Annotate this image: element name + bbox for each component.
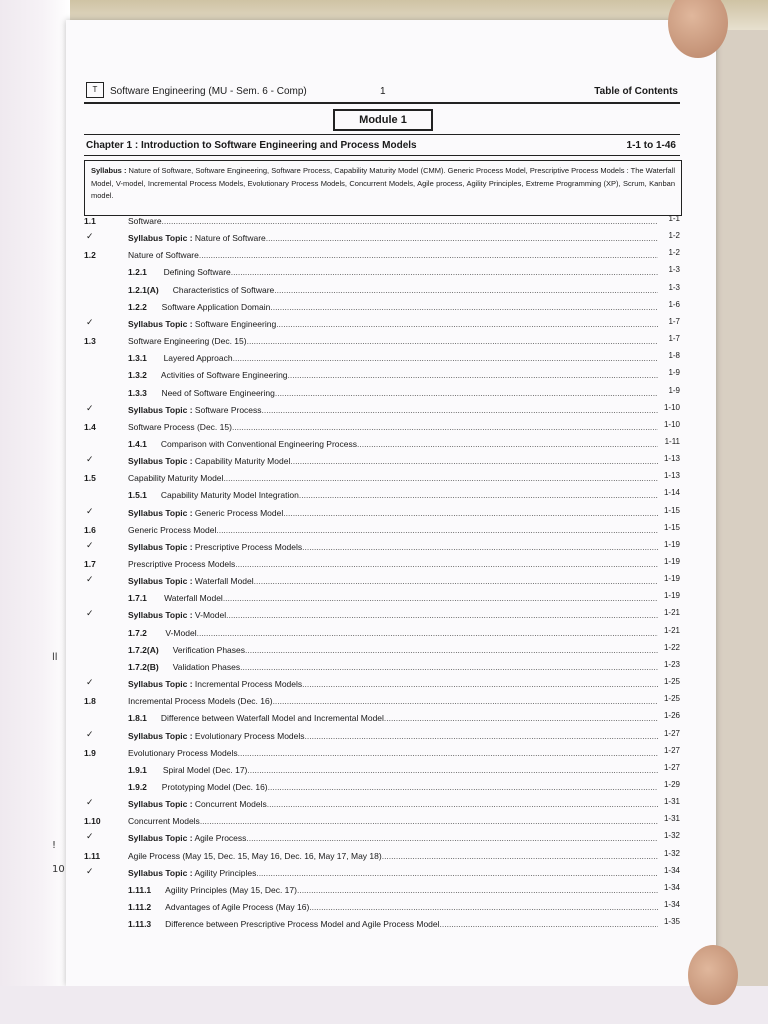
syllabus-topic-name: V-Model [192,610,227,621]
toc-entry-title: Difference between Waterfall Model and Incremental Model [160,713,384,724]
toc-page-number: 1-1 [668,214,680,223]
toc-entry [128,713,658,723]
toc-entry [128,422,658,432]
toc-entry [128,336,658,346]
dot-leader [262,405,658,415]
syllabus-topic-name: Waterfall Model [192,576,254,587]
toc-row [80,403,680,419]
toc-page-number: 1-27 [663,745,680,755]
section-number: 1.7 [84,559,96,569]
check-mark-icon: ✓ [86,232,94,243]
syllabus-topic-name: Prescriptive Process Models [192,541,303,552]
dot-leader [235,559,658,569]
section-number: 1.10 [84,816,101,827]
toc-entry [128,593,658,603]
toc-entry-title: Capability Maturity Model [128,473,224,484]
subsection-number: 1.11.3 [128,919,152,930]
dot-leader [276,319,658,329]
syllabus-topic-name: Software Process [192,404,262,415]
toc-entry [128,319,658,329]
toc-row [80,368,680,384]
dot-leader [233,353,658,363]
dot-leader [197,628,658,638]
page-number: 1 [380,86,386,97]
toc-entry-title: Software [128,216,162,226]
toc-entry [128,662,658,672]
dot-leader [231,267,658,277]
toc-entry [128,388,658,398]
photo-bottom-edge [0,986,768,1024]
subsection-number: 1.9.2 [128,781,147,792]
toc-page-number: 1-31 [663,797,680,807]
syllabus-topic-prefix: Syllabus Topic : [128,867,193,878]
toc-page-number: 1-7 [668,334,680,344]
syllabus-topic-label [128,610,226,620]
toc-entry [128,439,658,449]
toc-entry-title: Characteristics of Software [172,284,275,295]
toc-page-number: 1-23 [663,659,680,669]
syllabus-topic-label [128,799,267,809]
toc-page-number: 1-9 [668,368,680,378]
dot-leader [290,456,658,466]
toc-row [80,248,680,264]
syllabus-topic-name: Capability Maturity Model [192,456,291,467]
dot-leader [200,816,658,826]
toc-row [80,265,680,281]
toc-row [80,351,680,367]
check-mark-icon: ✓ [86,866,94,877]
syllabus-topic-name: Software Engineering [192,318,277,329]
toc-entry-title: Software Application Domain [161,301,271,312]
toc-entry [128,456,658,466]
toc-row [80,849,680,865]
binder-mark: ! [52,840,57,851]
syllabus-topic-prefix: Syllabus Topic : [128,799,193,810]
toc-page-number: 1-34 [663,882,680,892]
dot-leader [288,370,658,380]
toc-entry-title: Activities of Software Engineering [160,370,288,381]
toc-page-number: 1-27 [663,762,680,772]
syllabus-topic-name: Generic Process Model [192,507,284,518]
section-number: 1.4 [84,421,96,432]
toc-page-number: 1-34 [663,900,680,909]
toc-page-number: 1-32 [663,831,680,841]
toc-entry-title: Concurrent Models [128,816,200,827]
syllabus-topic-name: Concurrent Models [192,799,267,810]
toc-entry-title: Incremental Process Models (Dec. 16) [128,696,273,707]
toc-entry-title: Software Process (Dec. 15) [128,421,232,432]
toc-row [80,334,680,350]
syllabus-topic-prefix: Syllabus Topic : [128,404,193,415]
toc-row [80,608,680,624]
check-mark-icon: ✓ [86,729,94,740]
dot-leader [223,593,658,603]
toc-row [80,591,680,607]
toc-entry [128,267,658,277]
dot-leader [223,473,658,483]
toc-row [80,386,680,402]
toc-entry [128,370,658,380]
toc-page-number: 1-25 [663,677,680,687]
dot-leader [246,833,658,843]
toc-entry-title: Capability Maturity Model Integration [160,490,299,501]
dot-leader [247,336,658,346]
toc-entry [128,250,658,260]
toc-row [80,694,680,710]
toc-row [80,831,680,847]
check-mark-icon: ✓ [86,575,94,586]
section-number: 1.5 [84,473,96,484]
toc-page-number: 1-21 [663,625,680,635]
toc-entry-title: Verification Phases [172,644,246,655]
toc-entry [128,902,658,912]
toc-entry [128,559,658,569]
section-title: Table of Contents [594,86,678,97]
toc-page-number: 1-15 [663,505,680,515]
check-mark-icon: ✓ [86,798,94,809]
toc-entry [128,525,658,535]
dot-leader [199,250,658,260]
toc-page-number: 1-25 [663,694,680,704]
dot-leader [226,610,658,620]
toc-row [80,883,680,899]
subsection-number: 1.5.1 [128,490,147,501]
toc-row [80,574,680,590]
dot-leader [162,216,658,226]
dot-leader [267,799,658,809]
syllabus-topic-name: Agile Process [192,833,247,844]
toc-row [80,643,680,659]
toc-page-number: 1-19 [663,591,680,601]
toc-entry [128,353,658,363]
check-mark-icon: ✓ [86,506,94,517]
toc-page-number: 1-19 [663,557,680,566]
dot-leader [302,542,658,552]
toc-entry [128,233,658,243]
syllabus-topic-name: Agility Principles [192,867,257,878]
binder-marks [48,0,68,1024]
toc-row [80,471,680,487]
toc-entry [128,490,658,500]
syllabus-topic-prefix: Syllabus Topic : [128,456,193,467]
syllabus-topic-prefix: Syllabus Topic : [128,541,193,552]
subsection-number: 1.3.3 [128,387,147,398]
toc-page-number: 1-6 [668,299,680,309]
dot-leader [232,422,658,432]
check-mark-icon: ✓ [86,540,94,551]
toc-row [80,729,680,745]
syllabus-topic-prefix: Syllabus Topic : [128,507,193,518]
dot-leader [384,713,658,723]
subsection-number: 1.11.1 [128,884,152,895]
toc-row [80,660,680,676]
toc-row [80,523,680,539]
toc-page-number: 1-8 [668,351,680,361]
subsection-number: 1.7.2 [128,627,147,638]
syllabus-topic-prefix: Syllabus Topic : [128,679,193,690]
toc-row [80,711,680,727]
toc-page-number: 1-32 [663,848,680,858]
toc-page-number: 1-19 [663,574,680,584]
binder-mark: ll [52,652,58,663]
syllabus-topic-prefix: Syllabus Topic : [128,576,193,587]
dot-leader [357,439,658,449]
toc-entry-title: Need of Software Engineering [161,387,275,398]
toc-entry [128,645,658,655]
toc-row [80,283,680,299]
toc-entry [128,542,658,552]
syllabus-topic-prefix: Syllabus Topic : [128,233,193,244]
dot-leader [275,388,658,398]
toc-page-number: 1-2 [668,231,680,241]
toc-row [80,506,680,522]
section-number: 1.8 [84,696,96,707]
syllabus-topic-label [128,833,246,843]
toc-entry [128,302,658,312]
syllabus-topic-label [128,542,302,552]
syllabus-topic-name: Incremental Process Models [192,679,303,690]
dot-leader [382,851,658,861]
dot-leader [283,508,658,518]
dot-leader [266,233,658,243]
toc-entry-title: Prescriptive Process Models [128,559,236,569]
dot-leader [238,748,658,758]
module-heading: Module 1 [333,109,433,131]
dot-leader [216,525,658,535]
syllabus-topic-label [128,576,254,586]
check-mark-icon: ✓ [86,403,94,414]
toc-entry [128,748,658,758]
syllabus-topic-prefix: Syllabus Topic : [128,610,193,621]
subsection-number: 1.7.1 [128,593,147,604]
toc-row [80,488,680,504]
toc-row [80,866,680,882]
toc-row [80,437,680,453]
toc-page-number: 1-10 [663,402,680,412]
dot-leader [270,302,658,312]
toc-row [80,797,680,813]
toc-entry [128,833,658,843]
toc-row [80,780,680,796]
toc-row [80,231,680,247]
dot-leader [247,765,658,775]
dot-leader [440,919,658,929]
toc-entry-title: V-Model [165,627,197,638]
toc-entry [128,508,658,518]
subsection-number: 1.8.1 [128,713,147,724]
check-mark-icon: ✓ [86,317,94,328]
toc-entry [128,731,658,741]
toc-page-number: 1-19 [663,539,680,549]
toc-page-number: 1-15 [663,522,680,532]
toc-entry [128,610,658,620]
section-number: 1.3 [84,336,96,347]
toc-entry [128,628,658,638]
syllabus-text: Nature of Software, Software Engineering, Software Process, Capability Maturity Model (CMM). Generic Process Model, Prescriptive Process Models : The Waterfall Model, V-model, Incremental Process Models, Evolutionary Process Models, Concurrent Models, Agile process, Agility Principles, Extreme Programming (XP), Scrum, Kanban model. [91,166,675,200]
toc-page-number: 1-3 [668,282,680,292]
subsection-number: 1.7.2(A) [128,644,159,655]
subsection-number: 1.3.1 [128,353,147,364]
toc-entry-title: Agile Process (May 15, Dec. 15, May 16, Dec. 16, May 17, May 18) [128,850,382,861]
subsection-number: 1.11.2 [128,902,152,912]
dot-leader [297,885,658,895]
dot-leader [245,645,658,655]
toc-row [80,454,680,470]
toc-page-number: 1-22 [663,642,680,652]
toc-entry-title: Agility Principles (May 15, Dec. 17) [165,884,297,895]
check-mark-icon: ✓ [86,832,94,843]
toc-entry-title: Spiral Model (Dec. 17) [162,764,248,775]
syllabus-topic-label [128,319,276,329]
page-header [84,80,680,104]
check-mark-icon: ✓ [86,678,94,689]
toc-page-number: 1-13 [663,471,680,481]
binder-mark: 10 [52,864,65,875]
chapter-page-range: 1-1 to 1-46 [626,140,676,151]
toc-entry-title: Difference between Prescriptive Process Model and Agile Process Model [165,919,440,930]
toc-entry [128,216,658,226]
toc-page-number: 1-26 [663,711,680,721]
syllabus-topic-label [128,868,256,878]
toc-entry [128,405,658,415]
toc-entry-title: Defining Software [163,267,231,278]
section-number: 1.1 [84,216,96,226]
syllabus-topic-name: Evolutionary Process Models [192,730,305,741]
syllabus-box [84,160,682,216]
toc-page-number: 1-3 [668,265,680,275]
toc-page-number: 1-35 [663,917,680,927]
toc-row [80,317,680,333]
toc-entry-title: Comparison with Conventional Engineering Process [160,438,357,449]
dot-leader [302,679,658,689]
toc-entry [128,679,658,689]
toc-page-number: 1-10 [663,419,680,429]
syllabus-topic-prefix: Syllabus Topic : [128,730,193,741]
toc-entry-title: Generic Process Model [128,524,217,535]
toc-entry-title: Advantages of Agile Process (May 16) [165,902,310,912]
toc-page-number: 1-2 [668,248,680,258]
syllabus-topic-label [128,405,262,415]
toc-entry-title: Software Engineering (Dec. 15) [128,336,247,347]
dot-leader [256,868,658,878]
toc-entry [128,816,658,826]
section-number: 1.9 [84,747,96,758]
toc-entry-title: Prototyping Model (Dec. 16) [161,781,268,792]
section-number: 1.11 [84,850,101,861]
toc-page-number: 1-29 [663,779,680,789]
toc-entry-title: Evolutionary Process Models [128,747,238,758]
toc-entry [128,868,658,878]
toc-entry-title: Nature of Software [128,250,199,261]
subsection-number: 1.4.1 [128,438,147,449]
syllabus-label: Syllabus : [91,166,127,175]
publisher-logo: T [86,82,104,98]
toc-row [80,214,680,230]
syllabus-topic-prefix: Syllabus Topic : [128,833,193,844]
toc-entry [128,919,658,929]
toc-entry [128,576,658,586]
toc-row [80,557,680,573]
toc-entry [128,782,658,792]
dot-leader [268,782,658,792]
toc-entry [128,696,658,706]
toc-row [80,917,680,933]
toc-page-number: 1-14 [663,488,680,498]
toc-row [80,900,680,916]
dot-leader [305,731,658,741]
syllabus-topic-name: Nature of Software [192,233,266,244]
toc-entry [128,765,658,775]
dot-leader [254,576,658,586]
toc-entry [128,851,658,861]
toc-entry [128,799,658,809]
dot-leader [273,696,658,706]
toc-page-number: 1-7 [668,316,680,326]
toc-entry-title: Waterfall Model [164,593,223,604]
subsection-number: 1.2.1 [128,267,147,278]
section-number: 1.6 [84,524,96,535]
toc-row [80,746,680,762]
toc-row [80,626,680,642]
chapter-heading [84,134,680,156]
toc-row [80,677,680,693]
dot-leader [299,490,658,500]
subsection-number: 1.7.2(B) [128,661,159,672]
toc-entry-title: Layered Approach [163,353,233,364]
chapter-title: Chapter 1 : Introduction to Software Engineering and Process Models [86,140,417,151]
subsection-number: 1.9.1 [128,764,147,775]
toc-entry-title: Validation Phases [172,661,241,672]
toc-page-number: 1-9 [668,385,680,395]
check-mark-icon: ✓ [86,455,94,466]
toc-row [80,540,680,556]
toc-page-number: 1-11 [664,436,680,446]
toc-entry [128,285,658,295]
toc-row [80,300,680,316]
syllabus-topic-label [128,233,266,243]
syllabus-topic-prefix: Syllabus Topic : [128,318,193,329]
subsection-number: 1.2.1(A) [128,284,159,295]
section-number: 1.2 [84,250,96,261]
syllabus-topic-label [128,731,305,741]
dot-leader [274,285,658,295]
finger-bottom-right [688,945,738,1005]
subsection-number: 1.3.2 [128,370,147,381]
dot-leader [309,902,658,912]
toc-entry [128,473,658,483]
toc-row [80,420,680,436]
syllabus-topic-label [128,456,290,466]
book-title: Software Engineering (MU - Sem. 6 - Comp) [110,86,307,97]
dot-leader [240,662,658,672]
toc-page-number: 1-31 [663,814,680,824]
toc-page-number: 1-21 [663,608,680,618]
syllabus-topic-label [128,508,283,518]
check-mark-icon: ✓ [86,609,94,620]
syllabus-topic-label [128,679,302,689]
subsection-number: 1.2.2 [128,301,147,312]
toc-page-number: 1-34 [663,865,680,875]
toc-entry [128,885,658,895]
toc-page-number: 1-13 [663,454,680,464]
toc-row [80,814,680,830]
toc-page-number: 1-27 [663,728,680,738]
toc-row [80,763,680,779]
